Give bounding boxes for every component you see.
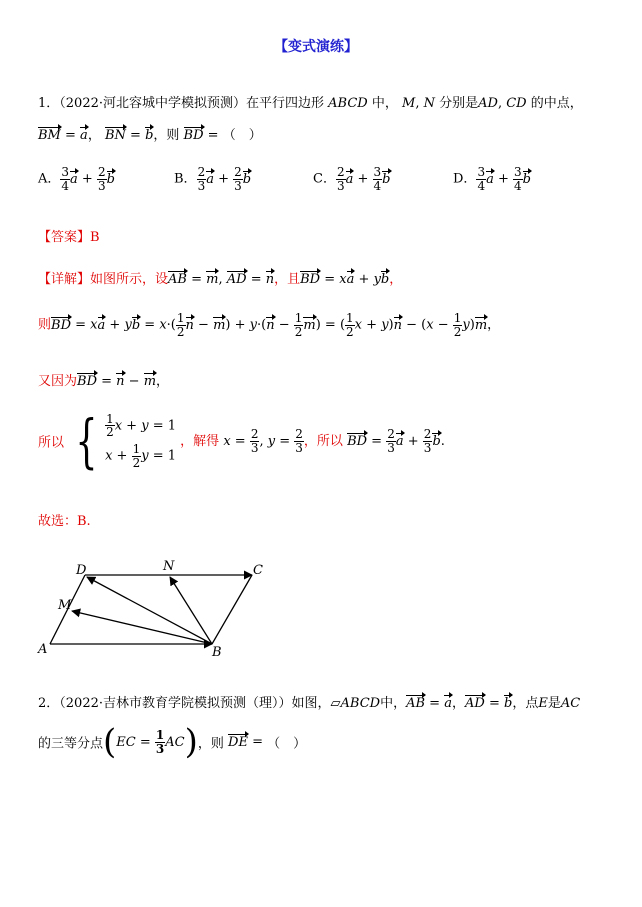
label-b: B — [212, 645, 222, 660]
q1-detail-line3: 又因为BD = n − m， — [38, 374, 170, 389]
q1-option-a: A． $\frac{3}{4}$ a + $\frac{2}{3}$ b — [38, 165, 115, 193]
q1-blank: （ ） — [222, 128, 262, 143]
q1-detail-line2: 则BD = xa + yb = x·( $\frac{1}{2}$ n − m) + y·(n − $\frac{1}{2}$ m) = ( $\frac{1}{2}$ x + y)n − (x − $\frac{1}{2}$ y)m， — [38, 311, 501, 339]
q2-source: （2022·吉林市教育学院模拟预测（理）） — [59, 696, 292, 711]
label-d: D — [76, 563, 87, 578]
parallelogram-figure — [30, 555, 290, 660]
q1-detail-line1: 【详解】如图所示，设AB = m, AD = n，且BD = xa + yb， — [38, 272, 403, 287]
q1-conclusion: 故选：B. — [38, 514, 91, 529]
q2-stem-line2: 的三等分点(EC = $\frac{1}{3}$ AC)，则 DE = （ ） — [38, 722, 307, 762]
q1-detail-line4: 所以 { $\frac{1}{2}$ x + y = 1 x + $\frac{1}{2}$ y = 1 ，解得 x = $\frac{2}{3}$ , y = $\frac{2}{3}$ ，所以 BD = $\frac{2}{3}$ a + $\frac{2}{3}$ b. — [38, 407, 445, 475]
q1-option-d: D． $\frac{3}{4}$ a + $\frac{3}{4}$ b — [453, 165, 531, 193]
q1-number: 1． — [38, 96, 60, 111]
label-c: C — [253, 563, 263, 578]
q2-number: 2． — [38, 696, 60, 711]
q1-source: （2022·河北容城中学模拟预测） — [59, 96, 246, 111]
q1-answer: 【答案】B — [38, 230, 100, 245]
q2-stem-line1: 2．（2022·吉林市教育学院模拟预测（理））如图，▱ABCD中，AB = a，AD = b，点E是AC — [38, 696, 581, 711]
label-a: A — [38, 642, 48, 657]
label-n: N — [163, 559, 175, 574]
q2-blank: （ ） — [267, 736, 307, 752]
q1-stem-line1: 1．（2022·河北容城中学模拟预测）在平行四边形 ABCD 中， M, N 分别是AD, CD 的中点， — [38, 96, 583, 111]
q1-stem-line2: BM = a， BN = b，则 BD = （ ） — [38, 128, 262, 143]
vector-bn — [170, 577, 212, 644]
label-m: M — [58, 598, 72, 613]
vector-bm — [72, 611, 212, 644]
section-title: 【变式演练】 — [274, 39, 358, 55]
edge-cb — [212, 575, 252, 644]
q1-option-c: C． $\frac{2}{3}$ a + $\frac{3}{4}$ b — [313, 165, 391, 193]
vector-bd — [87, 577, 212, 644]
q1-option-b: B． $\frac{2}{3}$ a + $\frac{2}{3}$ b — [174, 165, 252, 193]
